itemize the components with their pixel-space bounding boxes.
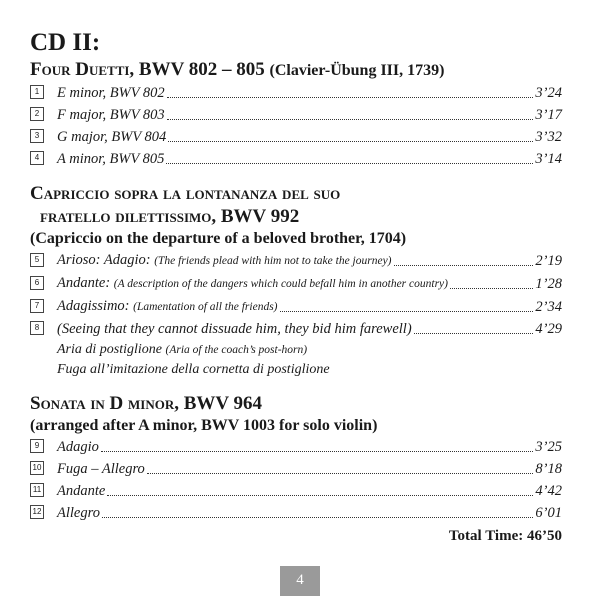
track-time: 3’14	[535, 151, 562, 167]
track-number: 2	[30, 107, 44, 121]
cd-title: CD II:	[30, 29, 101, 56]
track-row	[30, 480, 562, 502]
track-title: (Seeing that they cannot dissuade him, they bid him farewell)	[57, 321, 412, 337]
track-number: 4	[30, 151, 44, 165]
track-number: 5	[30, 253, 44, 267]
track-time: 2’19	[535, 253, 562, 269]
section-subheading: (arranged after A minor, BWV 1003 for solo violin)	[30, 417, 378, 434]
track-row	[30, 249, 562, 272]
track-time: 3’32	[535, 129, 562, 145]
track-time: 4’29	[535, 321, 562, 337]
track-time: 8’18	[535, 461, 562, 477]
track-title: Andante	[57, 483, 106, 499]
track-extra-line	[30, 340, 562, 360]
track-title: Adagio	[57, 439, 99, 455]
track-title	[57, 295, 278, 318]
track-number: 12	[30, 505, 44, 519]
dot-leader	[101, 451, 534, 452]
track-row	[30, 82, 562, 104]
track-number: 10	[30, 461, 44, 475]
track-time: 3’25	[535, 439, 562, 455]
track-row	[30, 436, 562, 458]
section-heading-sub: (Clavier-Übung III, 1739)	[269, 62, 445, 79]
track-number: 7	[30, 299, 44, 313]
dot-leader	[147, 473, 534, 474]
section-heading-line1: Capriccio sopra la lontananza del suo	[30, 183, 341, 204]
extra-main: Aria di postiglione	[57, 342, 162, 357]
track-row	[30, 295, 562, 318]
dot-leader	[280, 311, 534, 312]
track-row	[30, 502, 562, 524]
section-capriccio	[30, 182, 562, 380]
track-time: 6’01	[535, 505, 562, 521]
section-four-duetti	[30, 58, 562, 170]
track-title-main: Andante:	[57, 275, 111, 291]
track-title	[57, 249, 392, 272]
section-heading-line2: fratello dilettissimo, BWV 992	[40, 206, 300, 227]
section-subheading: (Capriccio on the departure of a beloved brother, 1704)	[30, 230, 407, 247]
section-heading-title: Four Duetti, BWV 802 – 805	[30, 59, 265, 80]
section-heading: Sonata in D minor, BWV 964	[30, 393, 263, 414]
dot-leader	[102, 517, 533, 518]
track-number: 11	[30, 483, 44, 497]
track-row	[30, 318, 562, 340]
tracklist-page	[30, 28, 562, 545]
dot-leader	[166, 163, 533, 164]
track-title	[57, 272, 448, 295]
dot-leader	[414, 333, 534, 334]
track-title-detail: (The friends plead with him not to take the journey)	[154, 255, 392, 267]
dot-leader	[107, 495, 533, 496]
track-title-detail: (A description of the dangers which could befall him in another country)	[113, 278, 448, 290]
track-title-main: Arioso: Adagio:	[57, 252, 151, 268]
track-time: 3’17	[535, 107, 562, 123]
track-row	[30, 126, 562, 148]
track-number: 3	[30, 129, 44, 143]
track-title-main: Adagissimo:	[57, 298, 130, 314]
track-time: 2’34	[535, 299, 562, 315]
track-number: 6	[30, 276, 44, 290]
track-extra-line: Fuga all’imitazione della cornetta di postiglione	[57, 362, 330, 377]
track-row	[30, 104, 562, 126]
section-heading	[30, 58, 562, 82]
dot-leader	[167, 119, 534, 120]
track-time: 4’42	[535, 483, 562, 499]
extra-detail: (Aria of the coach’s post-horn)	[165, 344, 308, 356]
track-title: E minor, BWV 802	[57, 85, 165, 101]
track-title-detail: (Lamentation of all the friends)	[133, 301, 278, 313]
dot-leader	[168, 141, 533, 142]
track-number: 9	[30, 439, 44, 453]
dot-leader	[167, 97, 534, 98]
track-row	[30, 458, 562, 480]
section-sonata	[30, 392, 562, 524]
total-time: Total Time: 46’50	[448, 528, 562, 544]
dot-leader	[394, 265, 534, 266]
track-title: Allegro	[57, 505, 100, 521]
track-row	[30, 148, 562, 170]
track-title: G major, BWV 804	[57, 129, 167, 145]
track-title: A minor, BWV 805	[57, 151, 165, 167]
track-time: 3’24	[535, 85, 562, 101]
track-number: 1	[30, 85, 44, 99]
dot-leader	[450, 288, 533, 289]
track-row	[30, 272, 562, 295]
track-title: Fuga – Allegro	[57, 461, 145, 477]
page-number: 4	[280, 566, 320, 596]
track-title: F major, BWV 803	[57, 107, 165, 123]
track-number: 8	[30, 321, 44, 335]
track-time: 1’28	[535, 276, 562, 292]
